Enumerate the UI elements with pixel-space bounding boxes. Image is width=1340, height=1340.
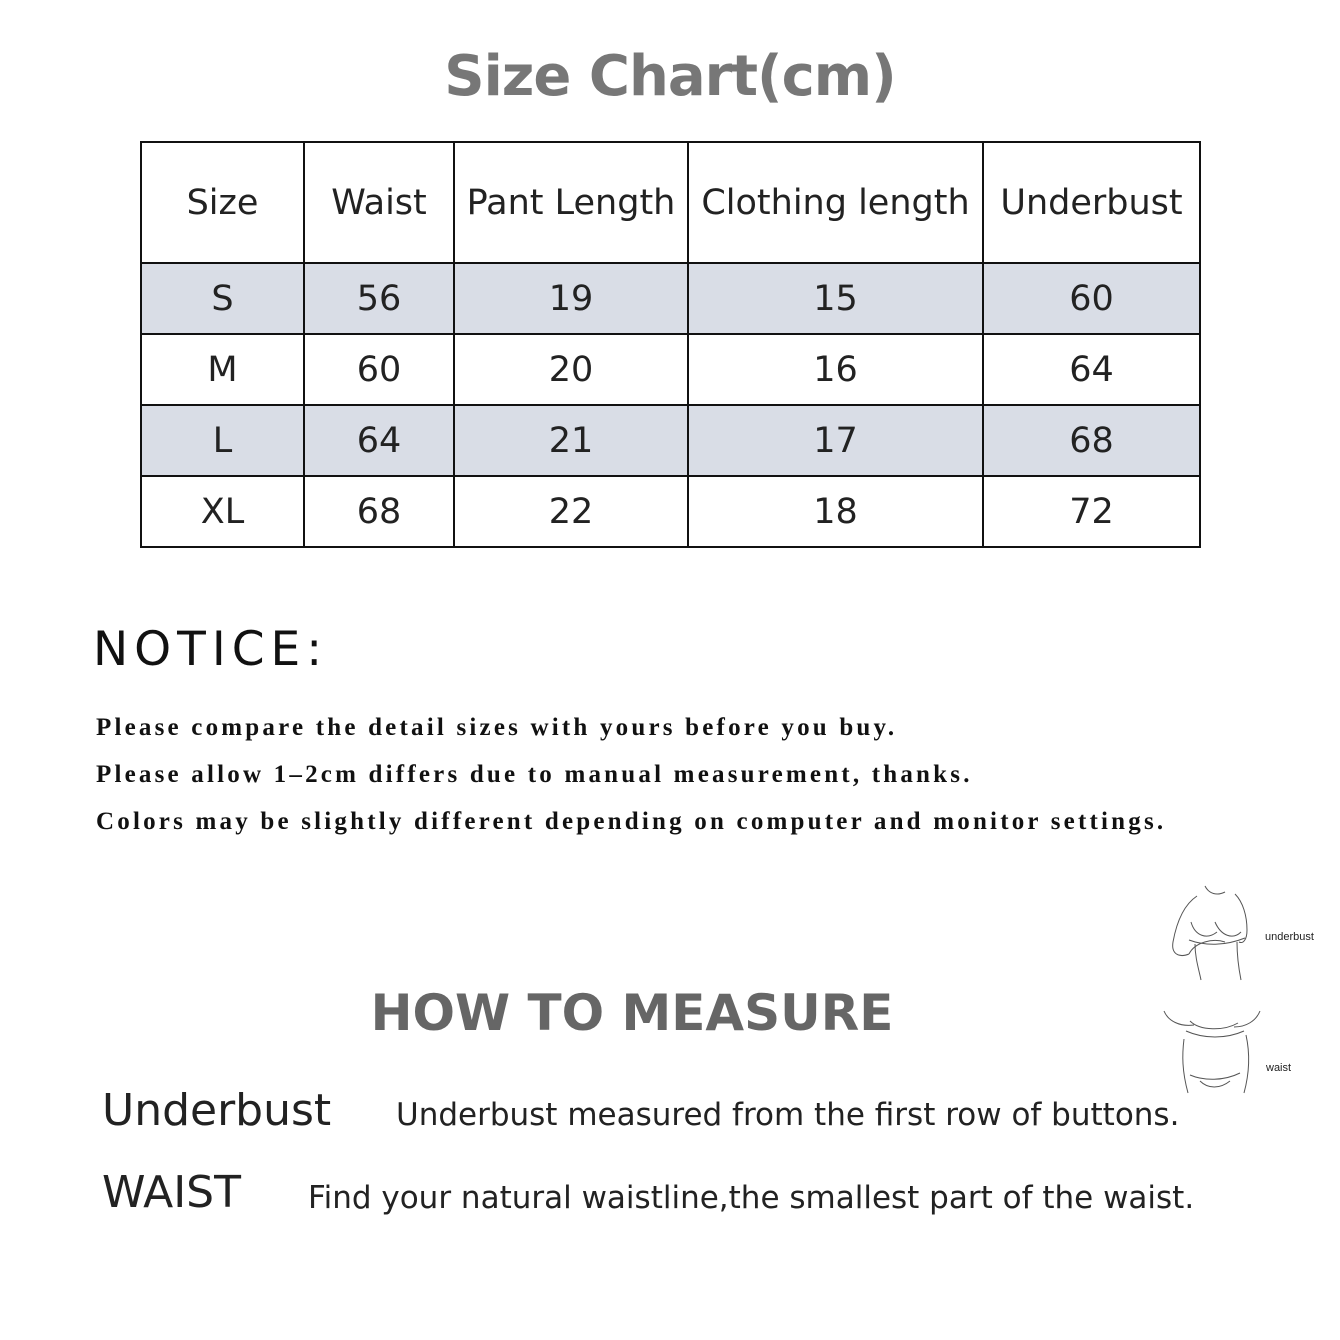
table-cell: 72 xyxy=(983,476,1200,547)
underbust-figure-label: underbust xyxy=(1265,931,1314,943)
column-header-pant-length: Pant Length xyxy=(454,142,688,263)
table-cell: L xyxy=(141,405,304,476)
table-cell: 15 xyxy=(688,263,983,334)
table-cell: 20 xyxy=(454,334,688,405)
table-cell: S xyxy=(141,263,304,334)
table-cell: 18 xyxy=(688,476,983,547)
measure-term-waist: WAIST xyxy=(102,1167,241,1218)
table-row xyxy=(141,263,1200,334)
table-cell: 17 xyxy=(688,405,983,476)
column-header-size: Size xyxy=(141,142,304,263)
table-cell: 68 xyxy=(983,405,1200,476)
table-cell: 16 xyxy=(688,334,983,405)
table-cell: 68 xyxy=(304,476,454,547)
measure-description-waist: Find your natural waistline,the smallest part of the waist. xyxy=(308,1180,1195,1216)
notice-line: Colors may be slightly different depending on computer and monitor settings. xyxy=(96,808,1167,835)
measure-term-underbust: Underbust xyxy=(102,1085,332,1136)
table-cell: 60 xyxy=(304,334,454,405)
notice-heading: NOTICE: xyxy=(93,622,329,677)
table-cell: 64 xyxy=(304,405,454,476)
table-cell: 60 xyxy=(983,263,1200,334)
table-cell: 19 xyxy=(454,263,688,334)
column-header-waist: Waist xyxy=(304,142,454,263)
size-chart-title: Size Chart(cm) xyxy=(444,44,896,109)
measure-description-underbust: Underbust measured from the first row of buttons. xyxy=(396,1097,1180,1133)
table-cell: 21 xyxy=(454,405,688,476)
table-cell: 22 xyxy=(454,476,688,547)
waist-figure-label: waist xyxy=(1266,1062,1292,1074)
table-header-row xyxy=(141,142,1200,263)
table-row xyxy=(141,405,1200,476)
table-cell: XL xyxy=(141,476,304,547)
underbust-figure-illustration xyxy=(1165,882,1265,982)
table-cell: 64 xyxy=(983,334,1200,405)
notice-line: Please compare the detail sizes with yours before you buy. xyxy=(96,714,898,741)
size-table xyxy=(140,141,1201,548)
table-row xyxy=(141,476,1200,547)
table-row xyxy=(141,334,1200,405)
column-header-clothing-length: Clothing length xyxy=(688,142,983,263)
table-cell: 56 xyxy=(304,263,454,334)
column-header-underbust: Underbust xyxy=(983,142,1200,263)
how-to-measure-heading: HOW TO MEASURE xyxy=(370,984,894,1042)
notice-line: Please allow 1–2cm differs due to manual measurement, thanks. xyxy=(96,761,973,788)
table-cell: M xyxy=(141,334,304,405)
